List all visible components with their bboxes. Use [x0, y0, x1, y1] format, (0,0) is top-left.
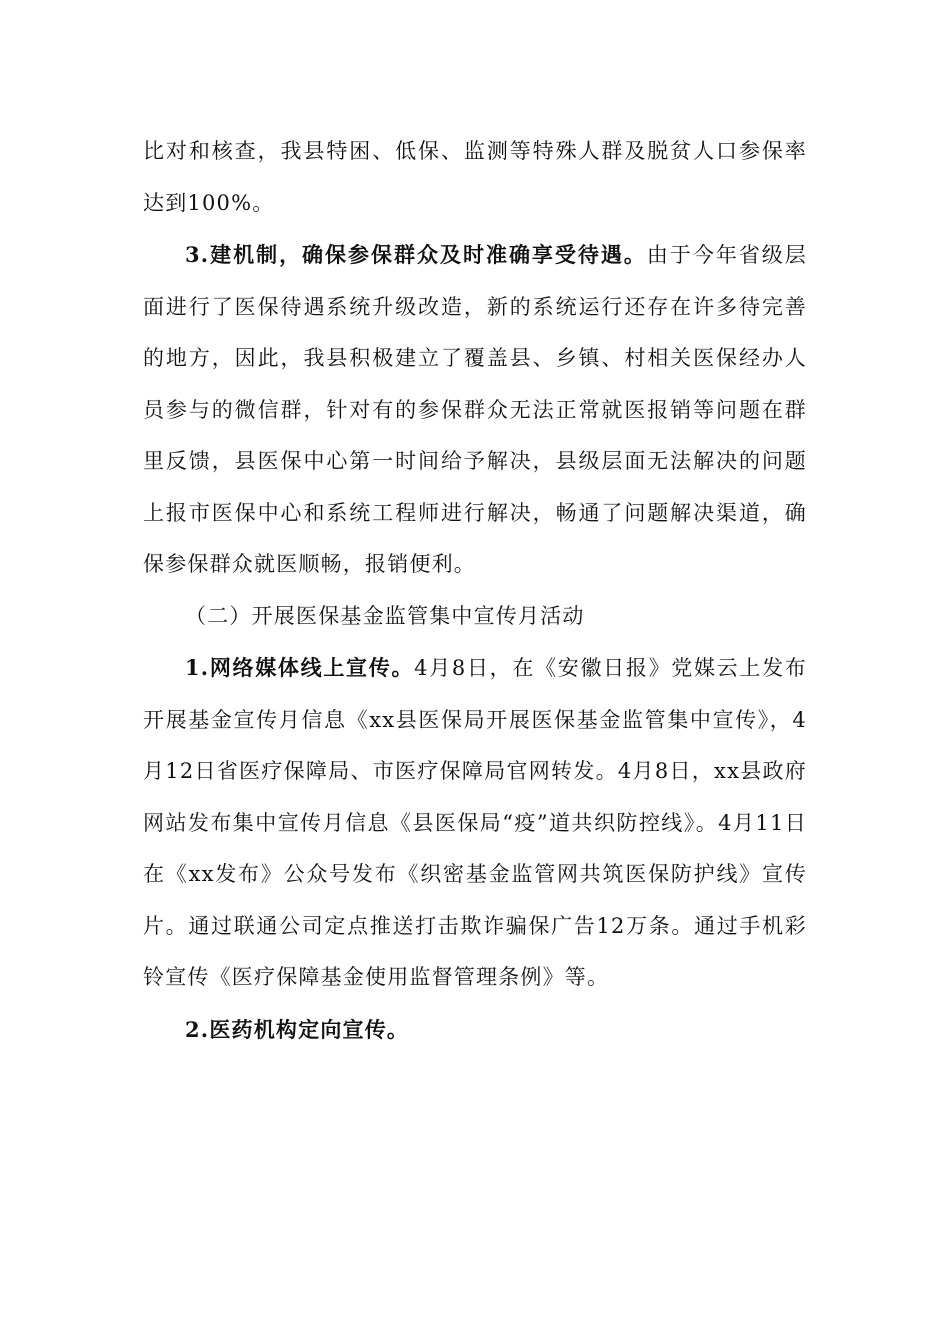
paragraph-lead-bold: 1.网络媒体线上宣传。 — [185, 655, 415, 680]
paragraph-lead-bold: 3.建机制，确保参保群众及时准确享受待遇。 — [185, 242, 647, 267]
paragraph-mechanism — [143, 229, 807, 591]
document-body — [143, 126, 807, 1056]
section-heading — [143, 591, 807, 643]
paragraph-online-promotion — [143, 642, 807, 1004]
paragraph-text: 由于今年省级层面进行了医保待遇系统升级改造，新的系统运行还存在许多待完善的地方，因此，我县积极建立了覆盖县、乡镇、村相关医保经办人员参与的微信群，针对有的参保群众无法正常就医报销等问题在群里反馈，县医保中心第一时间给予解决，县级层面无法解决的问题上报市医保中心和系统工程师进行解决，畅通了问题解决渠道，确保参保群众就医顺畅，报销便利。 — [143, 243, 807, 576]
section-heading-text: （二）开展医保基金监管集中宣传月活动 — [185, 603, 585, 628]
paragraph-institution-promotion — [143, 1004, 807, 1057]
paragraph-continuation — [143, 126, 807, 229]
paragraph-text: 4月8日，在《安徽日报》党媒云上发布开展基金宣传月信息《xx县医保局开展医保基金监管集中宣传》，4月12日省医疗保障局、市医疗保障局官网转发。4月8日，xx县政府网站发布集中宣传月信息《县医保局“疫”道共织防控线》。4月11日在《xx发布》公众号发布《织密基金监管网共筑医保防护线》宣传片。通过联通公司定点推送打击欺诈骗保广告12万条。通过手机彩铃宣传《医疗保障基金使用监督管理条例》等。 — [143, 656, 807, 989]
paragraph-lead-bold: 2.医药机构定向宣传。 — [185, 1016, 410, 1042]
paragraph-text: 比对和核查，我县特困、低保、监测等特殊人群及脱贫人口参保率达到100%。 — [143, 139, 807, 215]
